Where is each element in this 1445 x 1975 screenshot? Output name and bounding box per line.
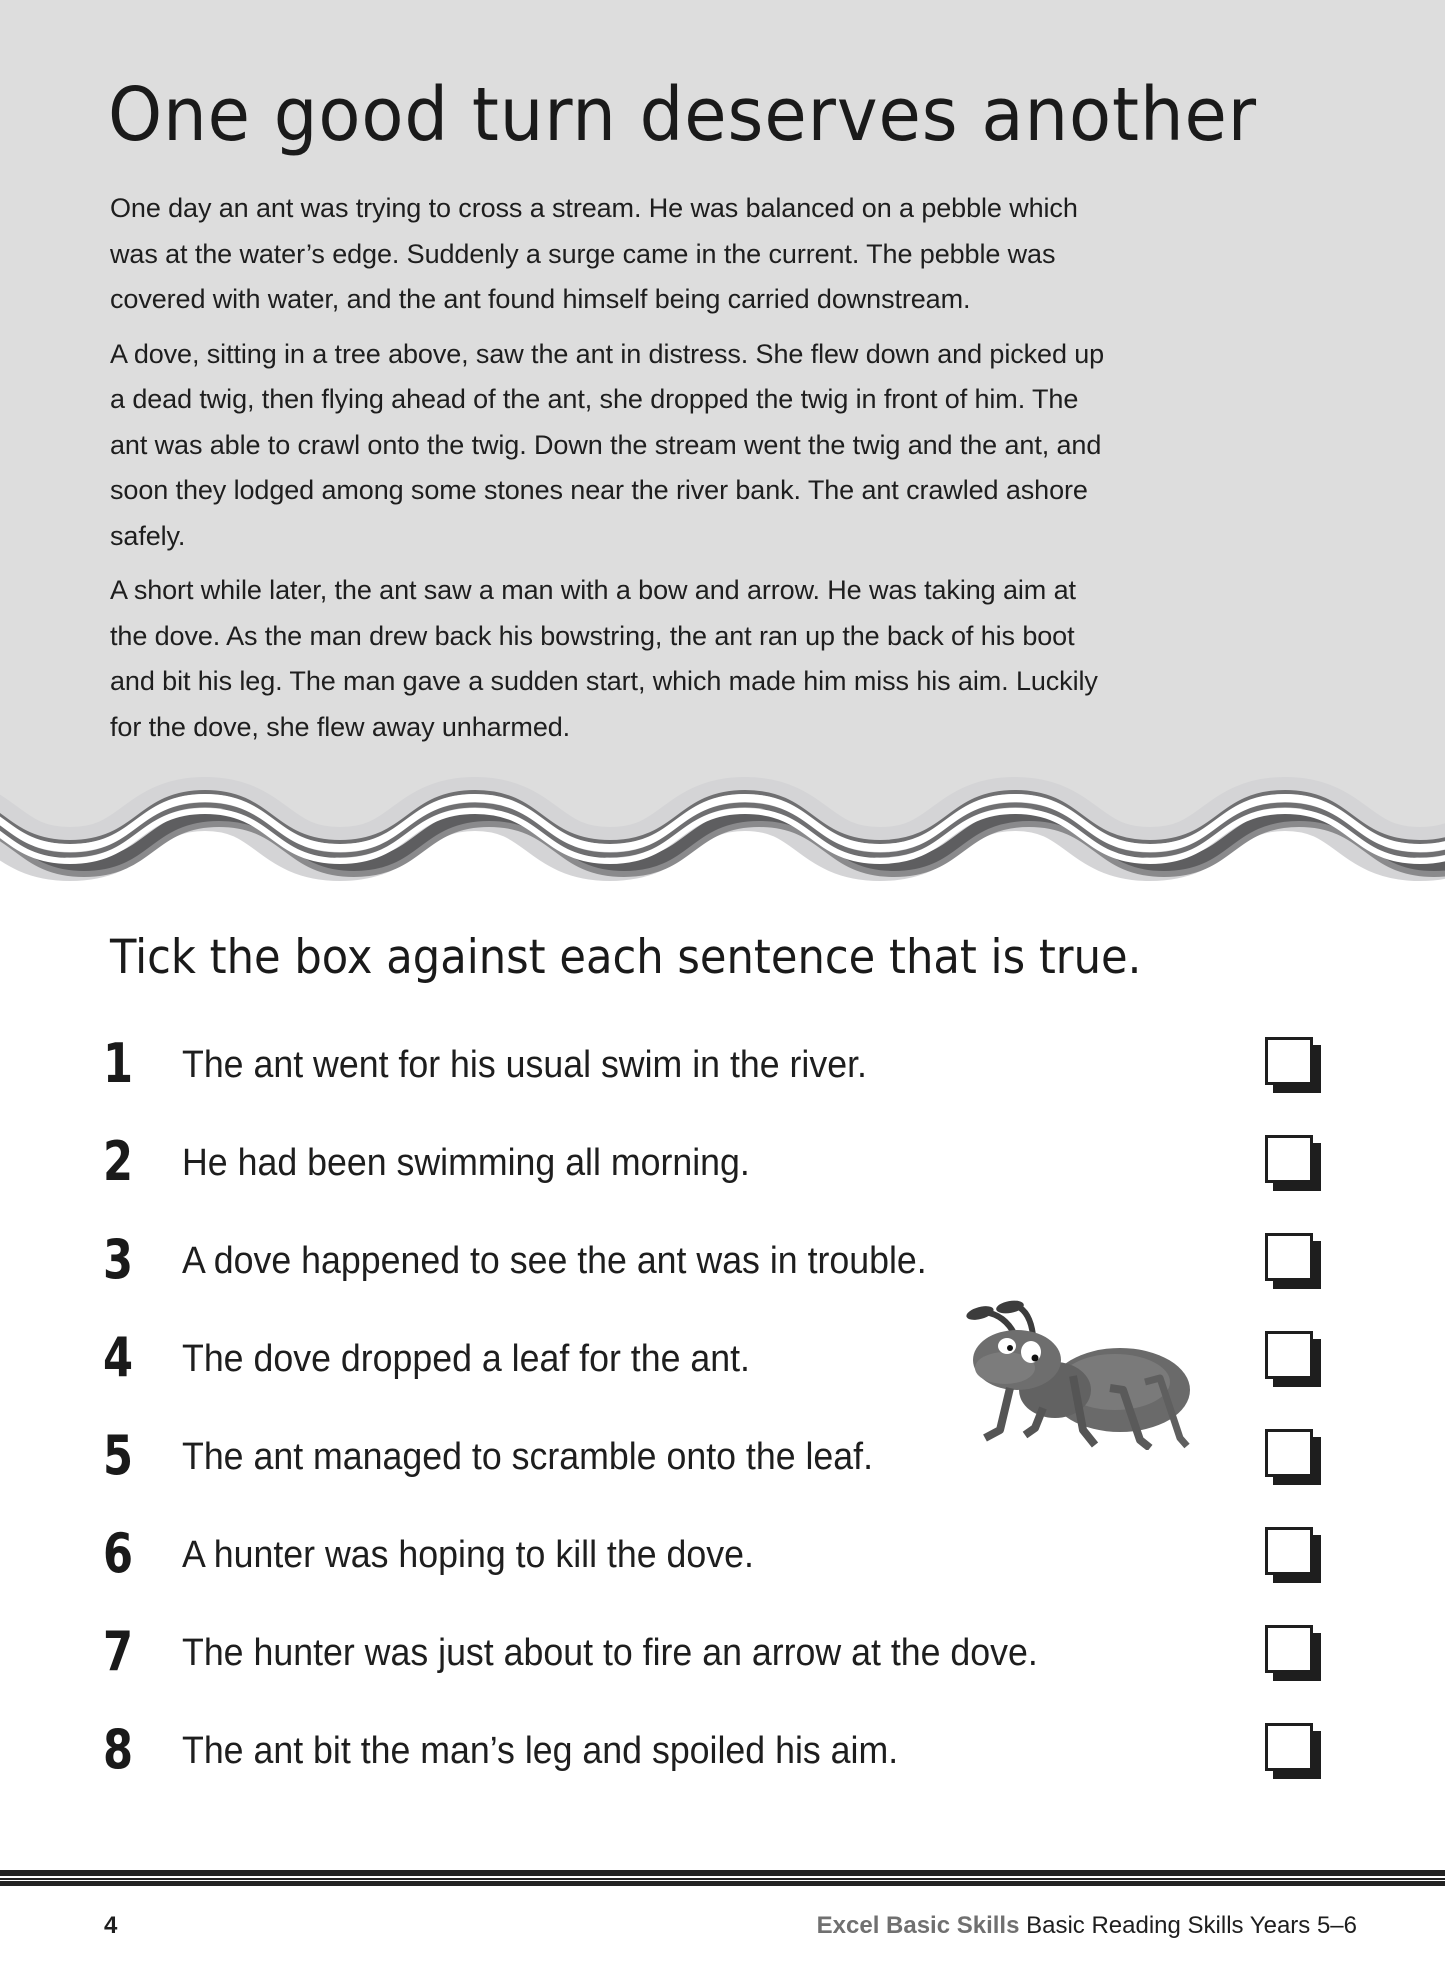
question-text: The ant managed to scramble onto the leaf. xyxy=(182,1436,874,1478)
story-text xyxy=(110,186,1340,759)
footer-brand: Excel Basic Skills xyxy=(816,1912,1020,1939)
question-item xyxy=(0,1720,1445,1818)
story-line: A short while later, the ant saw a man with a bow and arrow. He was taking aim at xyxy=(110,575,1076,605)
story-line: a dead twig, then flying ahead of the ant, she dropped the twig in front of him. The xyxy=(110,384,1079,414)
question-item xyxy=(0,1622,1445,1720)
question-item xyxy=(0,1328,1445,1426)
story-line: the dove. As the man drew back his bowstring, the ant ran up the back of his boot xyxy=(110,620,1075,651)
exercise-instruction: Tick the box against each sentence that is true. xyxy=(110,930,1142,985)
question-text: The ant went for his usual swim in the river. xyxy=(182,1044,867,1086)
true-checkbox-3[interactable] xyxy=(1265,1233,1321,1289)
story-panel xyxy=(0,0,1445,900)
question-number: 8 xyxy=(103,1718,134,1781)
question-text: A hunter was hoping to kill the dove. xyxy=(182,1534,754,1576)
story-line: ant was able to crawl onto the twig. Down the stream went the twig and the ant, and xyxy=(110,429,1102,460)
true-checkbox-7[interactable] xyxy=(1265,1625,1321,1681)
story-line: One day an ant was trying to cross a stream. He was balanced on a pebble which xyxy=(110,193,1078,223)
question-item xyxy=(0,1034,1445,1132)
question-item xyxy=(0,1230,1445,1328)
true-checkbox-4[interactable] xyxy=(1265,1331,1321,1387)
footer-book-title xyxy=(817,1912,1357,1940)
question-number: 2 xyxy=(103,1130,134,1193)
story-line: soon they lodged among some stones near the river bank. The ant crawled ashore xyxy=(110,475,1088,505)
question-number: 1 xyxy=(103,1032,134,1095)
question-text: The ant bit the man’s leg and spoiled his aim. xyxy=(182,1730,899,1772)
story-line: and bit his leg. The man gave a sudden start, which made him miss his aim. Luckily xyxy=(110,666,1098,696)
ant-cartoon-icon xyxy=(955,1290,1195,1450)
story-paragraph-2 xyxy=(110,332,1340,560)
story-line: for the dove, she flew away unharmed. xyxy=(110,711,571,742)
true-checkbox-1[interactable] xyxy=(1265,1037,1321,1093)
footer-subtitle: Basic Reading Skills Years 5–6 xyxy=(1019,1912,1357,1939)
story-line: A dove, sitting in a tree above, saw the ant in distress. She flew down and picked up xyxy=(110,338,1105,369)
question-number: 5 xyxy=(103,1424,134,1487)
question-text: A dove happened to see the ant was in trouble. xyxy=(182,1240,927,1282)
question-text: He had been swimming all morning. xyxy=(182,1142,750,1184)
question-number: 7 xyxy=(103,1620,134,1683)
question-number: 6 xyxy=(103,1522,134,1585)
question-number: 3 xyxy=(103,1228,134,1291)
question-item xyxy=(0,1426,1445,1524)
story-line: was at the water’s edge. Suddenly a surge came in the current. The pebble was xyxy=(110,238,1056,269)
question-number: 4 xyxy=(103,1326,134,1389)
story-paragraph-1 xyxy=(110,186,1340,323)
question-item xyxy=(0,1132,1445,1230)
story-line: safely. xyxy=(110,520,186,551)
page-title: One good turn deserves another xyxy=(108,72,1257,158)
question-item xyxy=(0,1524,1445,1622)
true-checkbox-6[interactable] xyxy=(1265,1527,1321,1583)
story-line: covered with water, and the ant found himself being carried downstream. xyxy=(110,284,971,314)
question-text: The dove dropped a leaf for the ant. xyxy=(182,1338,750,1380)
true-checkbox-5[interactable] xyxy=(1265,1429,1321,1485)
question-text: The hunter was just about to fire an arrow at the dove. xyxy=(182,1632,1038,1674)
story-paragraph-3 xyxy=(110,568,1340,750)
true-checkbox-2[interactable] xyxy=(1265,1135,1321,1191)
page-number: 4 xyxy=(104,1912,118,1939)
true-checkbox-8[interactable] xyxy=(1265,1723,1321,1779)
